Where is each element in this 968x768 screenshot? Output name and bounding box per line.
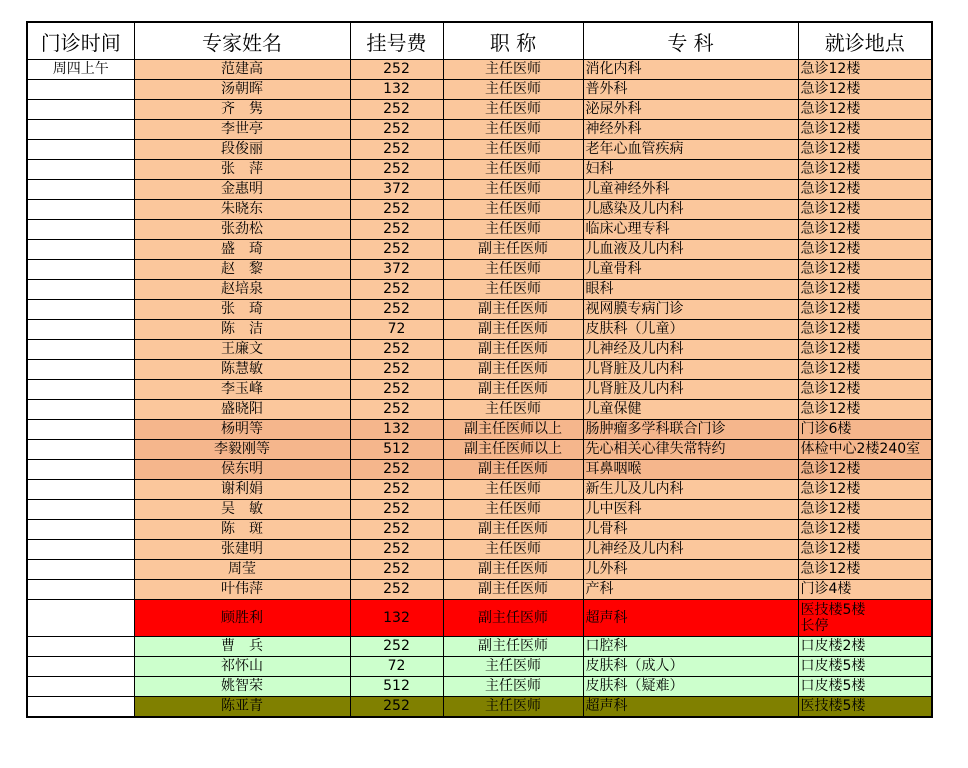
job-title-cell: 副主任医师 xyxy=(443,300,583,320)
registration-fee-cell: 252 xyxy=(350,360,443,380)
specialty-cell: 眼科 xyxy=(583,280,798,300)
table-row xyxy=(27,460,932,480)
job-title-cell: 副主任医师 xyxy=(443,380,583,400)
job-title-cell: 主任医师 xyxy=(443,140,583,160)
specialty-cell: 儿神经及儿内科 xyxy=(583,340,798,360)
specialty-cell: 儿骨科 xyxy=(583,520,798,540)
registration-fee-cell: 252 xyxy=(350,160,443,180)
location-cell: 急诊12楼 xyxy=(798,320,932,340)
table-row xyxy=(27,480,932,500)
table-row xyxy=(27,80,932,100)
header-registration-fee: 挂号费 xyxy=(350,22,443,60)
clinic-time-cell xyxy=(27,560,134,580)
specialty-cell: 妇科 xyxy=(583,160,798,180)
specialty-cell: 肠肿瘤多学科联合门诊 xyxy=(583,420,798,440)
specialty-cell: 儿血液及儿内科 xyxy=(583,240,798,260)
job-title-cell: 副主任医师 xyxy=(443,360,583,380)
expert-name-cell: 周莹 xyxy=(134,560,350,580)
location-cell: 急诊12楼 xyxy=(798,240,932,260)
clinic-time-cell xyxy=(27,240,134,260)
expert-name-cell: 范建高 xyxy=(134,60,350,80)
expert-name-cell: 曹 兵 xyxy=(134,637,350,657)
job-title-cell: 副主任医师 xyxy=(443,340,583,360)
registration-fee-cell: 252 xyxy=(350,580,443,600)
registration-fee-cell: 372 xyxy=(350,260,443,280)
clinic-time-cell xyxy=(27,120,134,140)
job-title-cell: 副主任医师以上 xyxy=(443,440,583,460)
location-cell: 急诊12楼 xyxy=(798,520,932,540)
registration-fee-cell: 252 xyxy=(350,400,443,420)
specialty-cell: 产科 xyxy=(583,580,798,600)
location-cell: 急诊12楼 xyxy=(798,340,932,360)
table-row xyxy=(27,300,932,320)
clinic-time-cell xyxy=(27,140,134,160)
table-row xyxy=(27,100,932,120)
specialty-cell: 先心相关心律失常特约 xyxy=(583,440,798,460)
job-title-cell: 主任医师 xyxy=(443,697,583,718)
expert-name-cell: 叶伟萍 xyxy=(134,580,350,600)
clinic-time-cell xyxy=(27,320,134,340)
registration-fee-cell: 252 xyxy=(350,540,443,560)
job-title-cell: 主任医师 xyxy=(443,220,583,240)
registration-fee-cell: 252 xyxy=(350,380,443,400)
expert-name-cell: 盛晓阳 xyxy=(134,400,350,420)
location-cell: 急诊12楼 xyxy=(798,160,932,180)
specialty-cell: 口腔科 xyxy=(583,637,798,657)
clinic-time-cell xyxy=(27,260,134,280)
expert-name-cell: 陈 斑 xyxy=(134,520,350,540)
expert-name-cell: 谢利娟 xyxy=(134,480,350,500)
registration-fee-cell: 252 xyxy=(350,280,443,300)
specialty-cell: 皮肤科（成人） xyxy=(583,657,798,677)
clinic-time-cell xyxy=(27,440,134,460)
expert-name-cell: 金惠明 xyxy=(134,180,350,200)
location-cell: 口皮楼2楼 xyxy=(798,637,932,657)
location-cell: 急诊12楼 xyxy=(798,380,932,400)
table-row xyxy=(27,260,932,280)
header-expert-name: 专家姓名 xyxy=(134,22,350,60)
expert-name-cell: 张 琦 xyxy=(134,300,350,320)
expert-name-cell: 齐 隽 xyxy=(134,100,350,120)
job-title-cell: 主任医师 xyxy=(443,280,583,300)
table-row xyxy=(27,677,932,697)
table-row xyxy=(27,520,932,540)
expert-name-cell: 李世亭 xyxy=(134,120,350,140)
registration-fee-cell: 252 xyxy=(350,500,443,520)
registration-fee-cell: 252 xyxy=(350,300,443,320)
clinic-time-cell xyxy=(27,100,134,120)
location-cell: 急诊12楼 xyxy=(798,500,932,520)
expert-name-cell: 段俊丽 xyxy=(134,140,350,160)
job-title-cell: 副主任医师 xyxy=(443,600,583,637)
expert-name-cell: 吴 敏 xyxy=(134,500,350,520)
table-row xyxy=(27,380,932,400)
clinic-time-cell xyxy=(27,480,134,500)
specialty-cell: 儿中医科 xyxy=(583,500,798,520)
clinic-time-cell xyxy=(27,400,134,420)
registration-fee-cell: 252 xyxy=(350,460,443,480)
expert-name-cell: 李毅刚等 xyxy=(134,440,350,460)
expert-name-cell: 张 萍 xyxy=(134,160,350,180)
location-cell: 急诊12楼 xyxy=(798,400,932,420)
job-title-cell: 主任医师 xyxy=(443,540,583,560)
job-title-cell: 副主任医师以上 xyxy=(443,420,583,440)
table-row xyxy=(27,220,932,240)
location-cell: 急诊12楼 xyxy=(798,80,932,100)
table-row xyxy=(27,160,932,180)
location-cell: 医技楼5楼 xyxy=(798,697,932,718)
registration-fee-cell: 252 xyxy=(350,340,443,360)
job-title-cell: 主任医师 xyxy=(443,80,583,100)
job-title-cell: 主任医师 xyxy=(443,180,583,200)
job-title-cell: 主任医师 xyxy=(443,200,583,220)
registration-fee-cell: 72 xyxy=(350,320,443,340)
job-title-cell: 主任医师 xyxy=(443,657,583,677)
table-row xyxy=(27,637,932,657)
table-row xyxy=(27,657,932,677)
specialty-cell: 神经外科 xyxy=(583,120,798,140)
clinic-time-cell xyxy=(27,580,134,600)
table-row xyxy=(27,60,932,80)
registration-fee-cell: 512 xyxy=(350,677,443,697)
registration-fee-cell: 252 xyxy=(350,240,443,260)
specialty-cell: 临床心理专科 xyxy=(583,220,798,240)
location-cell: 急诊12楼 xyxy=(798,180,932,200)
registration-fee-cell: 252 xyxy=(350,140,443,160)
table-row xyxy=(27,240,932,260)
expert-name-cell: 盛 琦 xyxy=(134,240,350,260)
clinic-time-cell xyxy=(27,420,134,440)
location-cell: 急诊12楼 xyxy=(798,300,932,320)
specialty-cell: 儿感染及儿内科 xyxy=(583,200,798,220)
table-row xyxy=(27,320,932,340)
job-title-cell: 副主任医师 xyxy=(443,320,583,340)
header-job-title: 职 称 xyxy=(443,22,583,60)
clinic-time-cell xyxy=(27,220,134,240)
table-row xyxy=(27,560,932,580)
specialty-cell: 儿童保健 xyxy=(583,400,798,420)
job-title-cell: 副主任医师 xyxy=(443,520,583,540)
job-title-cell: 副主任医师 xyxy=(443,580,583,600)
registration-fee-cell: 252 xyxy=(350,60,443,80)
job-title-cell: 主任医师 xyxy=(443,160,583,180)
location-cell: 急诊12楼 xyxy=(798,220,932,240)
expert-name-cell: 李玉峰 xyxy=(134,380,350,400)
table-row xyxy=(27,600,932,637)
location-cell: 急诊12楼 xyxy=(798,360,932,380)
specialty-cell: 皮肤科（疑难） xyxy=(583,677,798,697)
registration-fee-cell: 372 xyxy=(350,180,443,200)
specialty-cell: 儿肾脏及儿内科 xyxy=(583,380,798,400)
location-cell: 口皮楼5楼 xyxy=(798,677,932,697)
specialty-cell: 儿外科 xyxy=(583,560,798,580)
location-cell: 急诊12楼 xyxy=(798,540,932,560)
specialty-cell: 老年心血管疾病 xyxy=(583,140,798,160)
clinic-time-cell xyxy=(27,200,134,220)
location-cell: 急诊12楼 xyxy=(798,140,932,160)
specialty-cell: 儿肾脏及儿内科 xyxy=(583,360,798,380)
location-cell: 急诊12楼 xyxy=(798,100,932,120)
table-row xyxy=(27,280,932,300)
specialty-cell: 儿童骨科 xyxy=(583,260,798,280)
location-cell: 口皮楼5楼 xyxy=(798,657,932,677)
clinic-time-cell xyxy=(27,300,134,320)
expert-name-cell: 陈亚青 xyxy=(134,697,350,718)
clinic-time-cell xyxy=(27,360,134,380)
specialty-cell: 超声科 xyxy=(583,600,798,637)
expert-name-cell: 杨明等 xyxy=(134,420,350,440)
clinic-time-cell xyxy=(27,380,134,400)
registration-fee-cell: 252 xyxy=(350,697,443,718)
job-title-cell: 副主任医师 xyxy=(443,637,583,657)
specialty-cell: 儿童神经外科 xyxy=(583,180,798,200)
registration-fee-cell: 252 xyxy=(350,480,443,500)
location-cell: 急诊12楼 xyxy=(798,460,932,480)
job-title-cell: 主任医师 xyxy=(443,480,583,500)
location-cell: 急诊12楼 xyxy=(798,60,932,80)
table-row xyxy=(27,140,932,160)
table-row xyxy=(27,580,932,600)
registration-fee-cell: 252 xyxy=(350,100,443,120)
expert-name-cell: 王廉文 xyxy=(134,340,350,360)
job-title-cell: 副主任医师 xyxy=(443,560,583,580)
expert-name-cell: 侯东明 xyxy=(134,460,350,480)
expert-name-cell: 张建明 xyxy=(134,540,350,560)
job-title-cell: 副主任医师 xyxy=(443,460,583,480)
specialty-cell: 普外科 xyxy=(583,80,798,100)
header-clinic-time: 门诊时间 xyxy=(27,22,134,60)
table-row xyxy=(27,697,932,718)
clinic-time-cell xyxy=(27,180,134,200)
table-row xyxy=(27,120,932,140)
job-title-cell: 主任医师 xyxy=(443,500,583,520)
expert-name-cell: 朱晓东 xyxy=(134,200,350,220)
expert-name-cell: 陈 洁 xyxy=(134,320,350,340)
specialty-cell: 视网膜专病门诊 xyxy=(583,300,798,320)
job-title-cell: 主任医师 xyxy=(443,677,583,697)
expert-schedule-table xyxy=(26,21,933,718)
expert-name-cell: 姚智荣 xyxy=(134,677,350,697)
table-row xyxy=(27,500,932,520)
header-location: 就诊地点 xyxy=(798,22,932,60)
table-row xyxy=(27,180,932,200)
clinic-time-cell xyxy=(27,80,134,100)
clinic-time-cell xyxy=(27,637,134,657)
clinic-time-cell xyxy=(27,697,134,718)
specialty-cell: 儿神经及儿内科 xyxy=(583,540,798,560)
registration-fee-cell: 132 xyxy=(350,80,443,100)
location-cell: 急诊12楼 xyxy=(798,200,932,220)
job-title-cell: 副主任医师 xyxy=(443,240,583,260)
specialty-cell: 超声科 xyxy=(583,697,798,718)
clinic-time-cell: 周四上午 xyxy=(27,60,134,80)
registration-fee-cell: 252 xyxy=(350,520,443,540)
clinic-time-cell xyxy=(27,340,134,360)
location-cell: 体检中心2楼240室 xyxy=(798,440,932,460)
clinic-time-cell xyxy=(27,460,134,480)
registration-fee-cell: 252 xyxy=(350,120,443,140)
expert-name-cell: 祁怀山 xyxy=(134,657,350,677)
table-row xyxy=(27,340,932,360)
specialty-cell: 新生儿及儿内科 xyxy=(583,480,798,500)
registration-fee-cell: 252 xyxy=(350,220,443,240)
table-row xyxy=(27,360,932,380)
expert-name-cell: 赵 黎 xyxy=(134,260,350,280)
specialty-cell: 皮肤科（儿童） xyxy=(583,320,798,340)
header-specialty: 专 科 xyxy=(583,22,798,60)
table-row xyxy=(27,540,932,560)
clinic-time-cell xyxy=(27,677,134,697)
job-title-cell: 主任医师 xyxy=(443,400,583,420)
registration-fee-cell: 252 xyxy=(350,200,443,220)
job-title-cell: 主任医师 xyxy=(443,260,583,280)
table-row xyxy=(27,420,932,440)
specialty-cell: 消化内科 xyxy=(583,60,798,80)
expert-name-cell: 陈慧敏 xyxy=(134,360,350,380)
location-cell: 急诊12楼 xyxy=(798,560,932,580)
registration-fee-cell: 72 xyxy=(350,657,443,677)
location-cell: 门诊6楼 xyxy=(798,420,932,440)
registration-fee-cell: 132 xyxy=(350,600,443,637)
clinic-time-cell xyxy=(27,500,134,520)
header-row xyxy=(27,22,932,60)
location-cell: 门诊4楼 xyxy=(798,580,932,600)
clinic-time-cell xyxy=(27,160,134,180)
location-cell: 急诊12楼 xyxy=(798,260,932,280)
specialty-cell: 泌尿外科 xyxy=(583,100,798,120)
clinic-time-cell xyxy=(27,540,134,560)
registration-fee-cell: 132 xyxy=(350,420,443,440)
job-title-cell: 主任医师 xyxy=(443,60,583,80)
expert-name-cell: 张劲松 xyxy=(134,220,350,240)
location-cell: 医技楼5楼 长停 xyxy=(798,600,932,637)
clinic-time-cell xyxy=(27,280,134,300)
registration-fee-cell: 512 xyxy=(350,440,443,460)
expert-name-cell: 顾胜利 xyxy=(134,600,350,637)
registration-fee-cell: 252 xyxy=(350,637,443,657)
job-title-cell: 主任医师 xyxy=(443,120,583,140)
location-cell: 急诊12楼 xyxy=(798,480,932,500)
clinic-time-cell xyxy=(27,657,134,677)
specialty-cell: 耳鼻咽喉 xyxy=(583,460,798,480)
location-cell: 急诊12楼 xyxy=(798,120,932,140)
location-cell: 急诊12楼 xyxy=(798,280,932,300)
table-row xyxy=(27,200,932,220)
table-row xyxy=(27,440,932,460)
schedule-body xyxy=(27,60,932,718)
expert-name-cell: 赵培泉 xyxy=(134,280,350,300)
expert-name-cell: 汤朝晖 xyxy=(134,80,350,100)
registration-fee-cell: 252 xyxy=(350,560,443,580)
clinic-time-cell xyxy=(27,600,134,637)
job-title-cell: 主任医师 xyxy=(443,100,583,120)
table-row xyxy=(27,400,932,420)
clinic-time-cell xyxy=(27,520,134,540)
